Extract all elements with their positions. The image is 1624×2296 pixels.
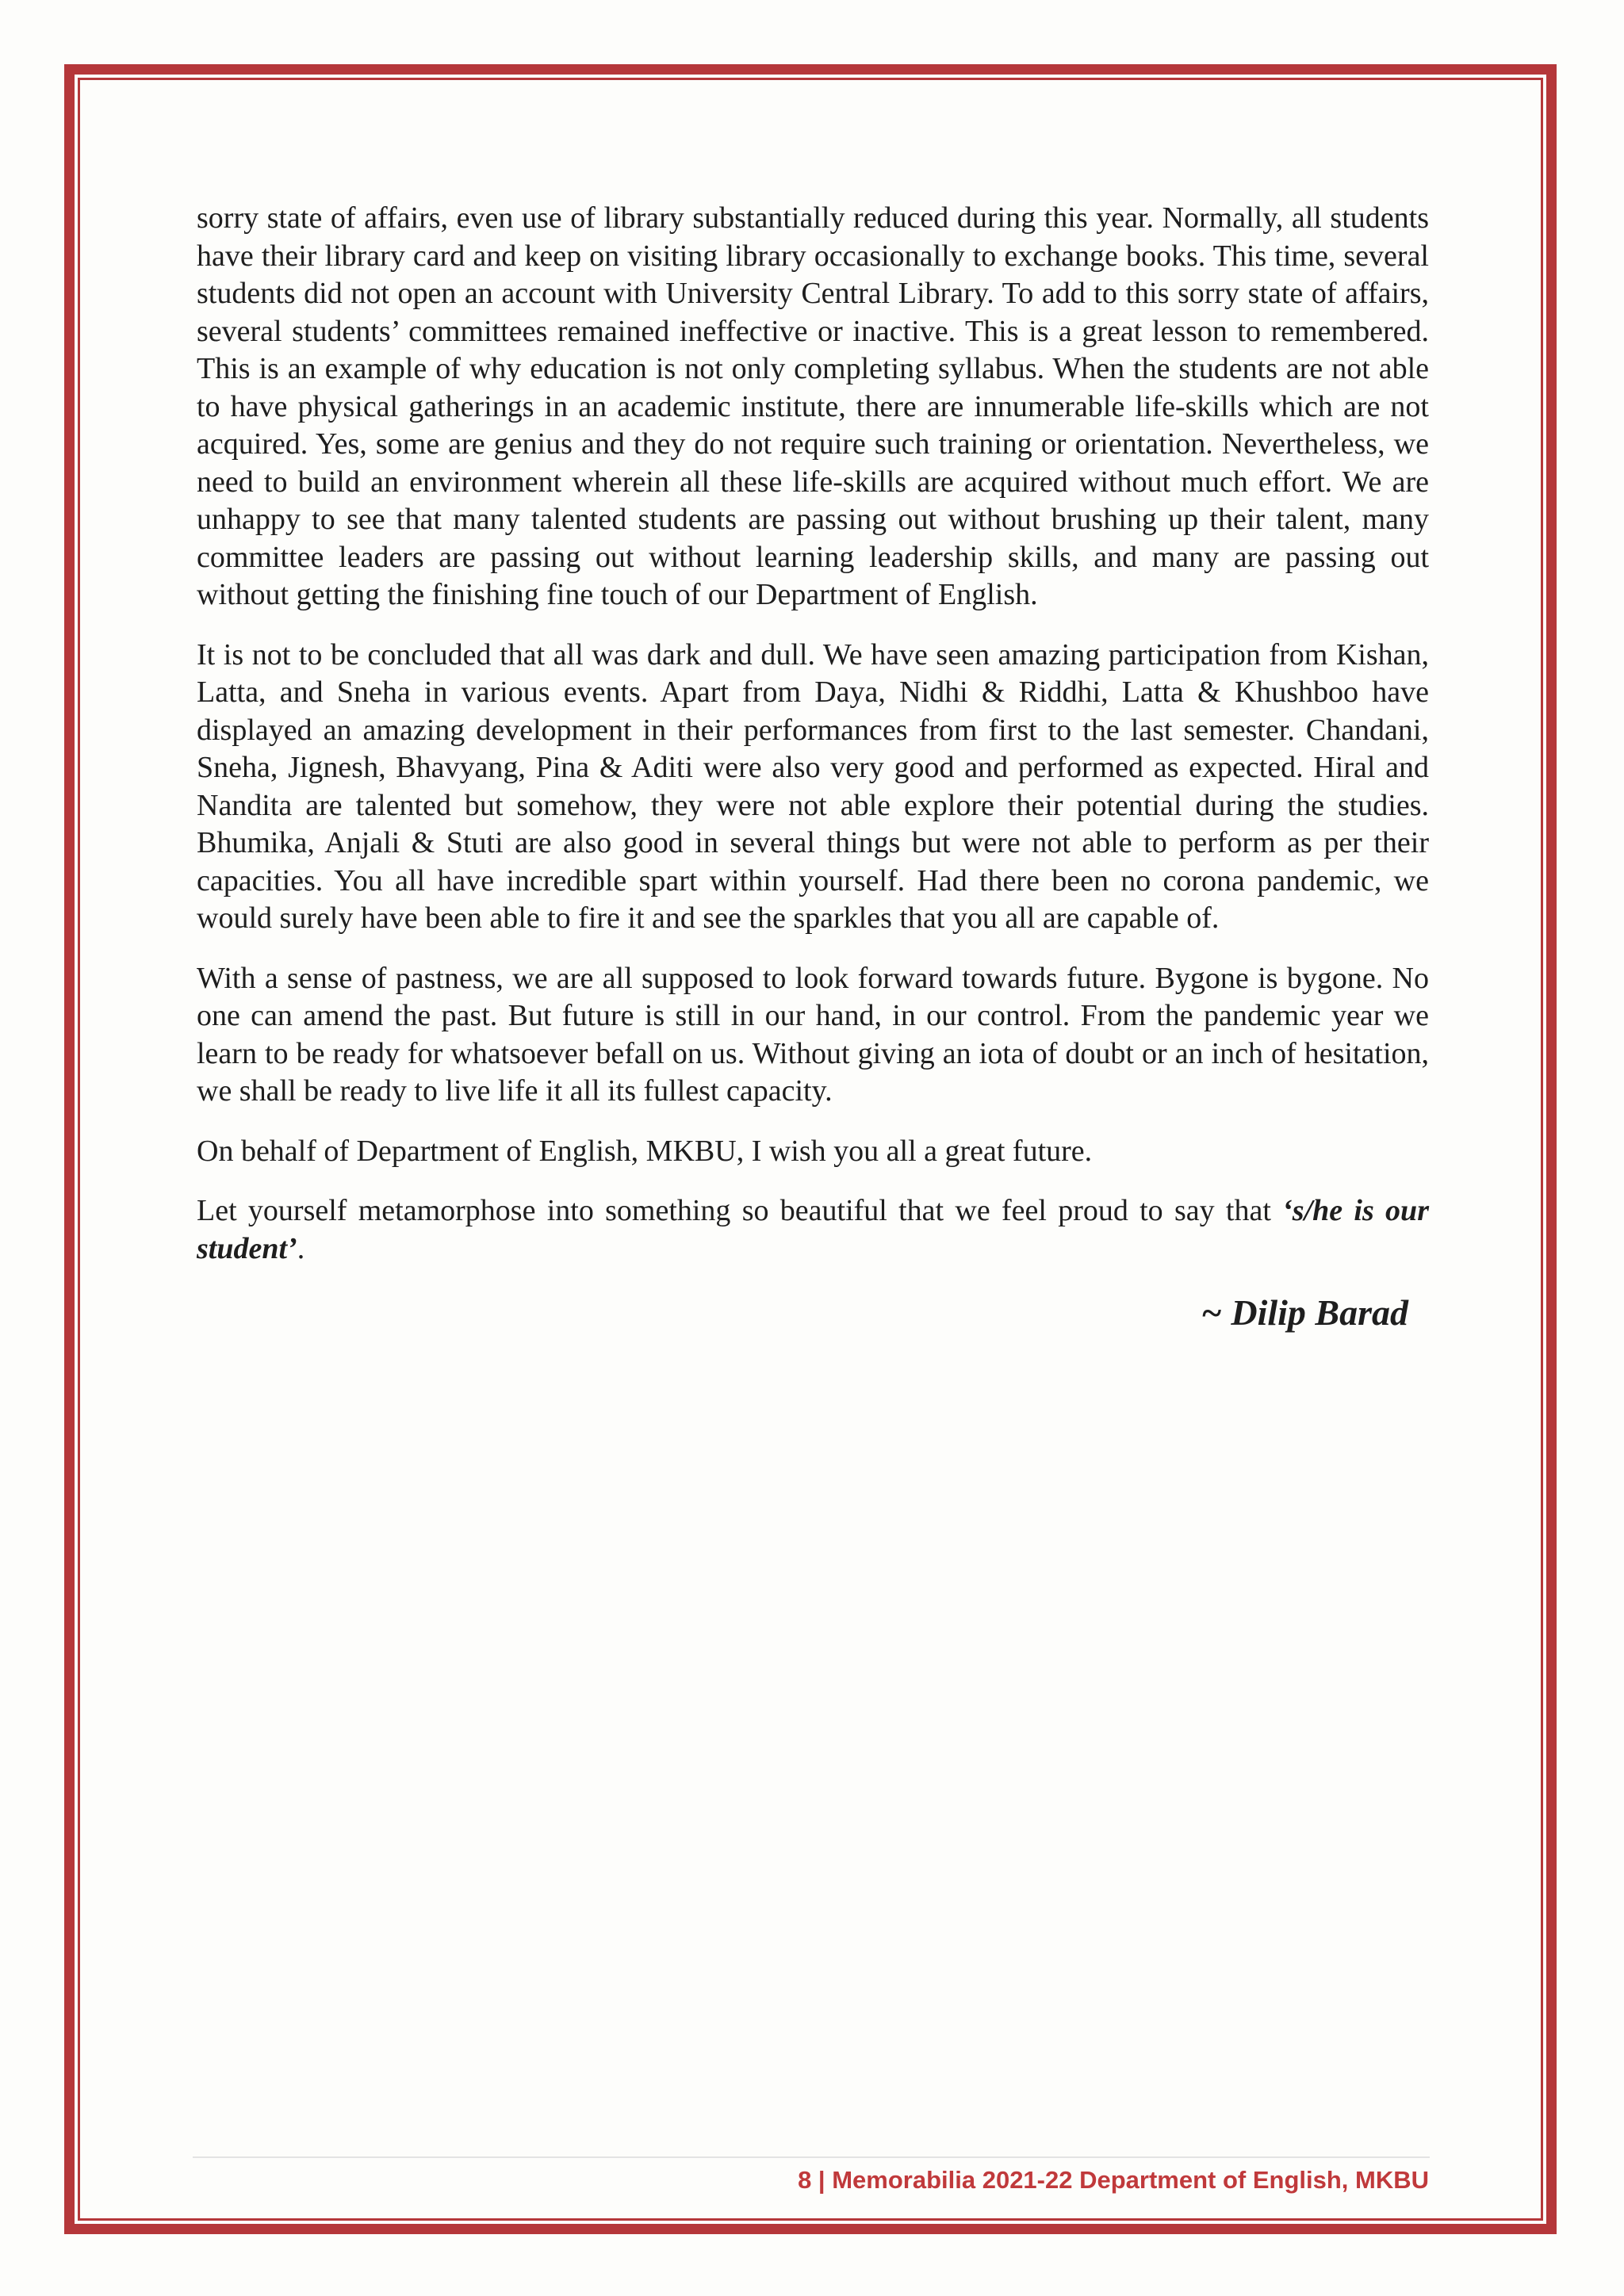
paragraph-2: It is not to be concluded that all was dark and dull. We have seen amazing participation from Kishan, Latta, and Sneha in various events. Apart from Daya, Nidhi & Riddhi, Latta & Khushboo have displayed an amazing development in their performances from first to the last semester. Chandani, Sneha, Jignesh, Bhavyang, Pina & Aditi were also very good and performed as expected. Hiral and Nandita are talented but somehow, they were not able explore their potential during the studies. Bhumika, Anjali & Stuti are also good in several things but were not able to perform as per their capacities. You all have incredible spart within yourself. Had there been no corona pandemic, we would surely have been able to fire it and see the sparkles that you all are capable of. xyxy=(197,637,1429,935)
footer-divider xyxy=(193,2156,1430,2158)
paragraph-3: With a sense of pastness, we are all supposed to look forward towards future. Bygone is bygone. No one can amend the past. But future is still in our hand, in our control. From the pandemic year we learn to be ready for whatsoever befall on us. Without giving an iota of doubt or an inch of hesitation, we shall be ready to live life it all its fullest capacity. xyxy=(197,961,1429,1108)
paragraph-4: On behalf of Department of English, MKBU, I wish you all a great future. xyxy=(197,1134,1093,1168)
signature: ~ Dilip Barad xyxy=(1201,1292,1408,1333)
paragraph-1: sorry state of affairs, even use of library substantially reduced during this year. Normally, all students have their library card and keep on visiting library occasionally to exchange books. This time, several students did not open an account with University Central Library. To add to this sorry state of affairs, several students’ committees remained ineffective or inactive. This is a great lesson to remembered. This is an example of why education is not only completing syllabus. When the students are not able to have physical gatherings in an academic institute, there are innumerable life-skills which are not acquired. Yes, some are genius and they do not require such training or orientation. Nevertheless, we need to build an environment wherein all these life-skills are acquired without much effort. We are unhappy to see that many talented students are passing out without brushing up their talent, many committee leaders are passing out without learning leadership skills, and many are passing out without getting the finishing fine touch of our Department of English. xyxy=(197,201,1429,611)
letter-body xyxy=(197,200,1429,1336)
page-footer: 8 | Memorabilia 2021-22 Department of English, MKBU xyxy=(798,2166,1429,2194)
closing-end: . xyxy=(297,1231,305,1265)
closing-text: Let yourself metamorphose into something so beautiful that we feel proud to say that xyxy=(197,1194,1283,1227)
closing-quote: ‘s/he is our student’ xyxy=(197,1194,1429,1265)
closing-paragraph xyxy=(197,1192,1429,1268)
